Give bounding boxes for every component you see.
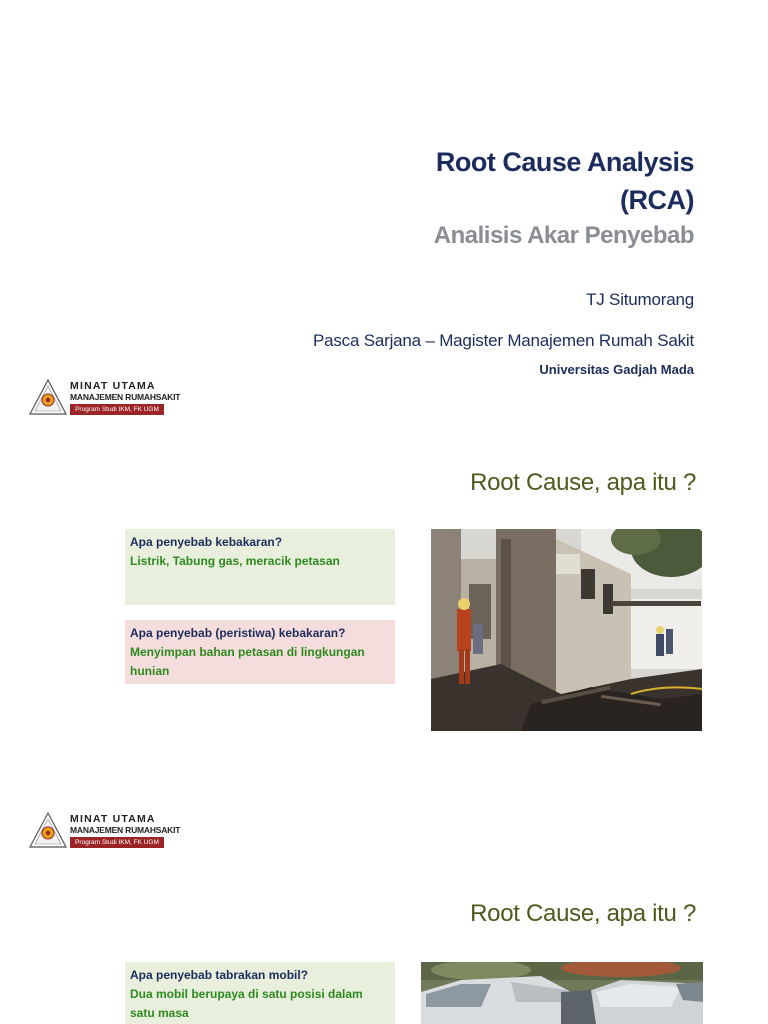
logo-emblem-icon <box>28 378 68 416</box>
question-box-fire-cause <box>125 529 395 605</box>
logo-line-1: MINAT UTAMA <box>70 380 156 392</box>
question-box-car-crash <box>125 962 395 1024</box>
slide2-heading: Root Cause, apa itu ? <box>470 469 696 496</box>
logo-emblem-icon <box>28 811 68 849</box>
answer-text: Dua mobil berupaya di satu posisi dalam satu masa <box>130 987 363 1020</box>
car-crash-image <box>421 962 703 1024</box>
logo-line-1: MINAT UTAMA <box>70 813 156 825</box>
logo-line-3: Program Studi IKM, FK UGM <box>70 404 164 415</box>
presentation-title <box>436 143 694 219</box>
slide3-heading: Root Cause, apa itu ? <box>470 900 696 927</box>
fire-scene-photo <box>431 529 702 731</box>
university-name: Universitas Gadjah Mada <box>539 362 694 377</box>
institution-logo-2 <box>28 811 181 853</box>
question-text: Apa penyebab kebakaran? <box>130 535 283 549</box>
program-name: Pasca Sarjana – Magister Manajemen Rumah Sakit <box>312 331 694 350</box>
logo-line-3: Program Studi IKM, FK UGM <box>70 837 164 848</box>
logo-line-2: MANAJEMEN RUMAHSAKIT <box>70 392 181 402</box>
car-crash-photo <box>421 962 703 1024</box>
question-text: Apa penyebab (peristiwa) kebakaran? <box>130 626 346 640</box>
presentation-subtitle: Analisis Akar Penyebab <box>433 222 694 249</box>
institution-logo <box>28 378 181 420</box>
title-line-1: Root Cause Analysis <box>435 147 694 177</box>
question-text: Apa penyebab tabrakan mobil? <box>130 968 309 982</box>
answer-text: Listrik, Tabung gas, meracik petasan <box>130 554 340 568</box>
title-line-2: (RCA) <box>620 185 694 215</box>
burned-building-image <box>431 529 702 731</box>
answer-text: Menyimpan bahan petasan di lingkungan hunian <box>130 645 365 678</box>
logo-line-2: MANAJEMEN RUMAHSAKIT <box>70 825 181 835</box>
question-box-fire-event <box>125 620 395 684</box>
author-name: TJ Situmorang <box>586 290 694 309</box>
